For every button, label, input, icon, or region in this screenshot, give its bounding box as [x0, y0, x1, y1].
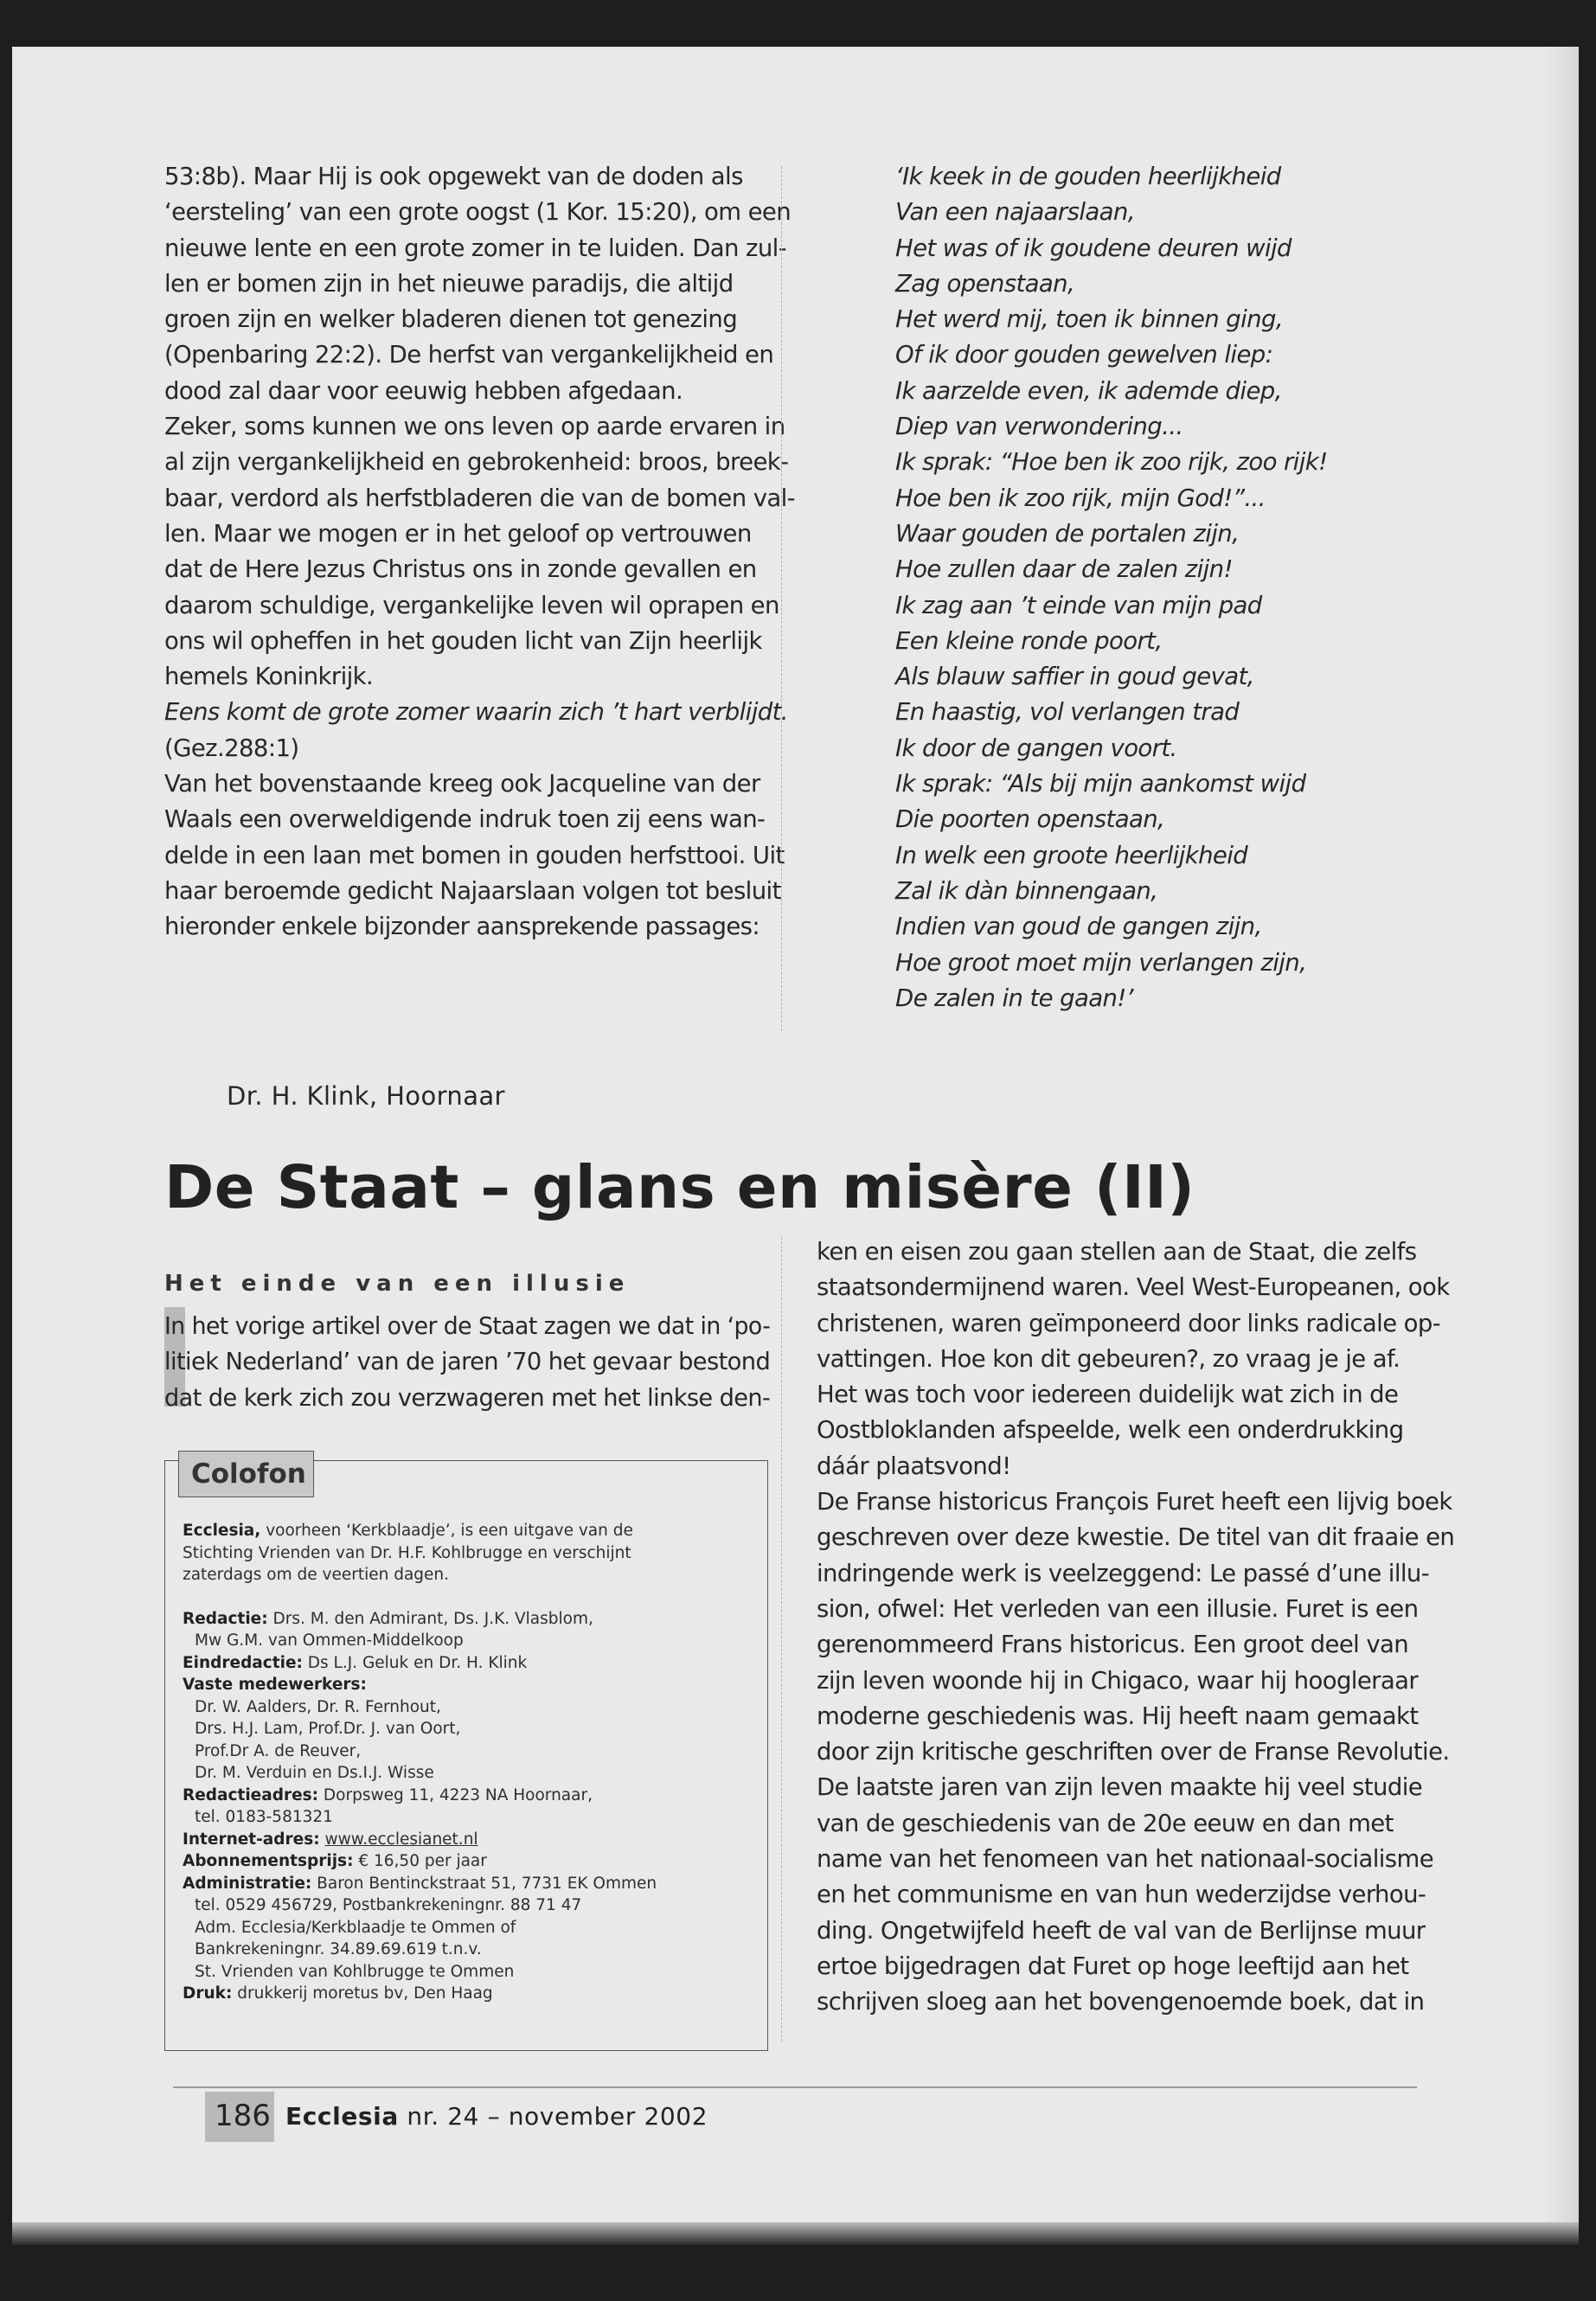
article2-subheading: Het einde van een illusie	[164, 1271, 631, 1297]
colofon-vaste-line: Dr. M. Verduin en Ds.I.J. Wisse	[195, 1764, 434, 1782]
article1-line: delde in een laan met bomen in gouden herfsttooi. Uit	[164, 841, 785, 869]
colofon-redactie: Redactie: Drs. M. den Admirant, Ds. J.K. Vlasblom,	[183, 1609, 593, 1628]
footer-publication: Ecclesia nr. 24 – november 2002	[285, 2102, 708, 2131]
colofon-body	[183, 1520, 753, 2005]
article2-line: moderne geschiedenis was. Hij heeft naam gemaakt	[817, 1702, 1419, 1730]
article1-line: baar, verdord als herfstbladeren die van de bomen val-	[164, 484, 796, 512]
poem-line: Ik sprak: “Als bij mijn aankomst wijd	[895, 770, 1306, 798]
article2-line: zijn leven woonde hij in Chigaco, waar hij hoogleraar	[817, 1666, 1419, 1695]
poem-line: Ik door de gangen voort.	[895, 734, 1177, 762]
article1-line: len er bomen zijn in het nieuwe paradijs, die altijd	[164, 269, 734, 298]
article2-intro	[164, 1309, 770, 1416]
article2-line: christenen, waren geïmponeerd door links radicale op-	[817, 1309, 1441, 1337]
article1-left-column	[164, 159, 804, 945]
page-number: 186	[215, 2099, 271, 2133]
article2-line: geschreven over deze kwestie. De titel van dit fraaie en	[817, 1523, 1455, 1552]
poem-line: Ik zag aan ’t einde van mijn pad	[895, 591, 1262, 619]
article1-line: Eens komt de grote zomer waarin zich ’t hart verblijdt.	[164, 698, 788, 727]
article1-line: ons wil opheffen in het gouden licht van Zijn heerlijk	[164, 626, 762, 655]
colofon-box	[164, 1460, 768, 2051]
poem-line: Waar gouden de portalen zijn,	[895, 519, 1240, 548]
poem-line: Of ik door gouden gewelven liep:	[895, 341, 1273, 369]
article1-line: al zijn vergankelijkheid en gebrokenheid: broos, breek-	[164, 448, 789, 477]
colofon-eindredactie: Eindredactie: Ds L.J. Geluk en Dr. H. Klink	[183, 1653, 528, 1672]
colofon-vaste-line: Dr. W. Aalders, Dr. R. Fernhout,	[195, 1697, 441, 1716]
article1-line: dat de Here Jezus Christus ons in zonde gevallen en	[164, 555, 757, 584]
article1-line: haar beroemde gedicht Najaarslaan volgen tot besluit	[164, 876, 781, 905]
poem-line: In welk een groote heerlijkheid	[895, 841, 1248, 869]
article2-line: De Franse historicus François Furet heeft een lijvig boek	[817, 1488, 1452, 1516]
colofon-administratie-line: St. Vrienden van Kohlbrugge te Ommen	[195, 1962, 515, 1981]
article2-line: gerenommeerd Frans historicus. Een groot deel van	[817, 1631, 1409, 1659]
article1-line: nieuwe lente en een grote zomer in te luiden. Dan zul-	[164, 234, 787, 262]
article1-signature: Dr. H. Klink, Hoornaar	[227, 1081, 505, 1111]
colofon-redactieadres: Redactieadres: Dorpsweg 11, 4223 NA Hoornaar,	[183, 1785, 593, 1804]
colofon-intro-line: Ecclesia, voorheen ‘Kerkblaadje’, is een uitgave van de	[183, 1522, 633, 1540]
poem-column	[895, 159, 1380, 1016]
article2-line: ertoe bijgedragen dat Furet op hoge leeftijd aan het	[817, 1952, 1409, 1980]
poem-line: Hoe ben ik zoo rijk, mijn God!”...	[895, 484, 1266, 512]
poem-line: Indien van goud de gangen zijn,	[895, 913, 1262, 941]
article1-line: groen zijn en welker bladeren dienen tot genezing	[164, 305, 738, 334]
article1-line: len. Maar we mogen er in het geloof op vertrouwen	[164, 519, 752, 548]
article2-line: Oostbloklanden afspeelde, welk een onderdrukking	[817, 1416, 1404, 1445]
poem-line: Het was of ik goudene deuren wijd	[895, 234, 1292, 262]
page-edge-shadow	[1544, 47, 1579, 2245]
poem-line: Zag openstaan,	[895, 269, 1075, 298]
colofon-administratie-line: Adm. Ecclesia/Kerkblaadje te Ommen of	[195, 1918, 516, 1937]
poem-line: Diep van verwondering...	[895, 413, 1183, 441]
article1-line: ‘eersteling’ van een grote oogst (1 Kor. 15:20), om een	[164, 198, 792, 227]
colofon-internet: Internet-adres: www.ecclesianet.nl	[183, 1830, 478, 1849]
article1-line: Zeker, soms kunnen we ons leven op aarde ervaren in	[164, 413, 785, 441]
article2-line: vattingen. Hoe kon dit gebeuren?, zo vraag je je af.	[817, 1344, 1401, 1373]
scan-bottom-edge	[12, 2222, 1579, 2245]
article2-intro-line: In het vorige artikel over de Staat zagen we dat in ‘po-	[164, 1312, 771, 1340]
article1-line: (Openbaring 22:2). De herfst van vergankelijkheid en	[164, 341, 774, 369]
article2-line: Het was toch voor iedereen duidelijk wat zich in de	[817, 1381, 1399, 1409]
poem-line: En haastig, vol verlangen trad	[895, 698, 1240, 727]
article2-line: ding. Ongetwijfeld heeft de val van de Berlijnse muur	[817, 1916, 1426, 1945]
colofon-title: Colofon	[191, 1458, 306, 1490]
article2-line: name van het fenomeen van het nationaal-socialisme	[817, 1845, 1434, 1874]
colofon-redactieadres-line: tel. 0183-581321	[195, 1808, 333, 1826]
poem-line: Hoe groot moet mijn verlangen zijn,	[895, 948, 1307, 977]
column-divider-top	[781, 166, 782, 1031]
poem-line: Zal ik dàn binnengaan,	[895, 876, 1158, 905]
article2-line: De laatste jaren van zijn leven maakte hij veel studie	[817, 1773, 1423, 1802]
article2-right-column	[817, 1234, 1457, 2021]
article1-line: (Gez.288:1)	[164, 734, 299, 762]
footer-rule	[173, 2086, 1417, 2088]
colofon-header	[178, 1451, 314, 1497]
article2-intro-line: dat de kerk zich zou verzwageren met het linkse den-	[164, 1383, 771, 1412]
colofon-intro-line: Stichting Vrienden van Dr. H.F. Kohlbrugge en verschijnt	[183, 1543, 631, 1562]
article1-line: dood zal daar voor eeuwig hebben afgedaan.	[164, 376, 683, 405]
colofon-redactie-line: Mw G.M. van Ommen-Middelkoop	[195, 1631, 464, 1650]
article2-line: ken en eisen zou gaan stellen aan de Staat, die zelfs	[817, 1238, 1417, 1266]
poem-line: Die poorten openstaan,	[895, 805, 1165, 834]
column-divider-bottom	[781, 1237, 782, 2041]
article2-line: sion, ofwel: Het verleden van een illusie. Furet is een	[817, 1594, 1419, 1623]
article1-line: hieronder enkele bijzonder aansprekende passages:	[164, 913, 760, 941]
article1-line: daarom schuldige, vergankelijke leven wil oprapen en	[164, 591, 779, 619]
article1-line: Van het bovenstaande kreeg ook Jacqueline van der	[164, 770, 760, 798]
website-link[interactable]: www.ecclesianet.nl	[324, 1830, 478, 1849]
colofon-administratie: Administratie: Baron Bentinckstraat 51, 7731 EK Ommen	[183, 1874, 657, 1893]
colofon-vaste-line: Prof.Dr A. de Reuver,	[195, 1741, 362, 1760]
poem-line: Als blauw saffier in goud gevat,	[895, 663, 1254, 691]
article2-line: schrijven sloeg aan het bovengenoemde boek, dat in	[817, 1988, 1425, 2016]
colofon-administratie-line: Bankrekeningnr. 34.89.69.619 t.n.v.	[195, 1940, 482, 1958]
poem-line: Het werd mij, toen ik binnen ging,	[895, 305, 1283, 334]
colofon-intro-line: zaterdags om de veertien dagen.	[183, 1566, 450, 1584]
colofon-vaste-label: Vaste medewerkers:	[183, 1676, 367, 1694]
poem-line: Van een najaarslaan,	[895, 198, 1135, 227]
article2-line: dáár plaatsvond!	[817, 1452, 1011, 1480]
poem-line: De zalen in te gaan!’	[895, 984, 1133, 1012]
article2-line: staatsondermijnend waren. Veel West-Europeanen, ook	[817, 1273, 1450, 1302]
article1-line: hemels Koninkrijk.	[164, 663, 374, 691]
colofon-druk: Druk: drukkerij moretus bv, Den Haag	[183, 1984, 493, 2003]
article1-line: Waals een overweldigende indruk toen zij eens wan-	[164, 805, 766, 834]
article2-title: De Staat – glans en misère (II)	[164, 1153, 1195, 1222]
poem-line: Hoe zullen daar de zalen zijn!	[895, 555, 1233, 584]
article2-intro-line: litiek Nederland’ van de jaren ’70 het gevaar bestond	[164, 1348, 771, 1376]
poem-line: ‘Ik keek in de gouden heerlijkheid	[895, 163, 1281, 190]
article2-line: indringende werk is veelzeggend: Le passé d’une illu-	[817, 1559, 1430, 1587]
article1-line: 53:8b). Maar Hij is ook opgewekt van de doden als	[164, 163, 743, 190]
colofon-vaste-line: Drs. H.J. Lam, Prof.Dr. J. van Oort,	[195, 1720, 461, 1738]
article2-line: door zijn kritische geschriften over de Franse Revolutie.	[817, 1738, 1450, 1766]
poem-line: Ik sprak: “Hoe ben ik zoo rijk, zoo rijk!	[895, 448, 1328, 477]
colofon-administratie-line: tel. 0529 456729, Postbankrekeningnr. 88 71 47	[195, 1896, 582, 1914]
article2-line: van de geschiedenis van de 20e eeuw en dan met	[817, 1809, 1394, 1837]
article2-line: en het communisme en van hun wederzijdse verhou-	[817, 1881, 1426, 1909]
poem-line: Ik aarzelde even, ik ademde diep,	[895, 376, 1282, 405]
colofon-abonnement: Abonnementsprijs: € 16,50 per jaar	[183, 1852, 487, 1870]
poem-line: Een kleine ronde poort,	[895, 626, 1163, 655]
